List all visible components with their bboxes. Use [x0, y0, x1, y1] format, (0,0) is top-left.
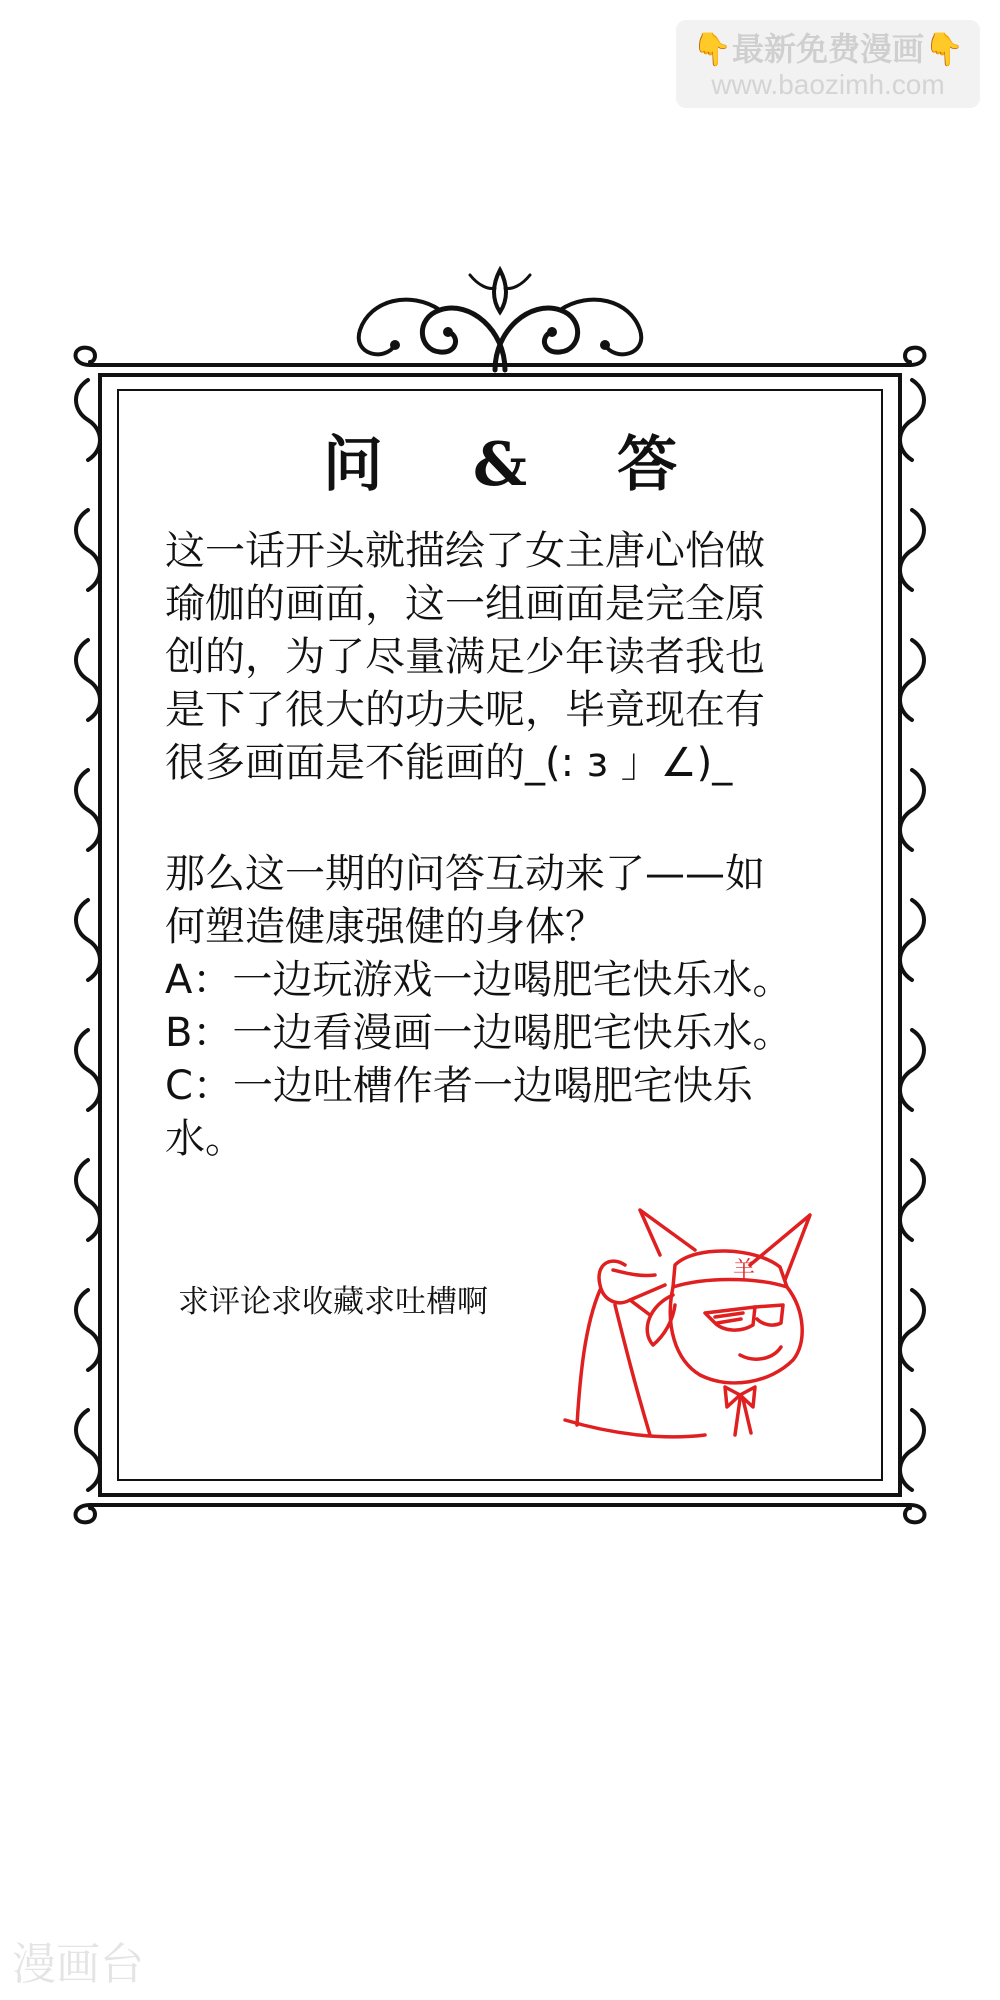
option-a: A：一边玩游戏一边喝肥宅快乐水。 [165, 957, 793, 1003]
intro-paragraph [165, 525, 855, 790]
text-line: 创的，为了尽量满足少年读者我也 [165, 634, 765, 680]
goat-mascot-sketch [555, 1195, 855, 1475]
pointing-down-hand-icon: 👇 [692, 30, 732, 68]
site-watermark: 漫画台 [12, 1939, 144, 1990]
mascot-cap-text: 羊 [733, 1258, 756, 1283]
option-b: B：一边看漫画一边喝肥宅快乐水。 [165, 1010, 793, 1056]
option-c-continued: 水。 [165, 1116, 245, 1162]
text-line: 很多画面是不能画的_(: ɜ 」∠)_ [165, 740, 733, 786]
question-line: 何塑造健康强健的身体？ [165, 904, 605, 950]
pointing-down-hand-icon: 👇 [924, 30, 964, 68]
text-line: 这一话开头就描绘了女主唐心怡做 [165, 528, 765, 574]
qa-title-part: & [472, 430, 528, 500]
qa-title-part: 问 [322, 430, 383, 500]
text-line: 瑜伽的画面，这一组画面是完全原 [165, 581, 765, 627]
question-line: 那么这一期的问答互动来了——如 [165, 851, 765, 897]
promo-title-text: 最新免费漫画 [731, 30, 924, 68]
qa-title-part: 答 [617, 430, 678, 500]
text-line: 是下了很大的功夫呢，毕竟现在有 [165, 687, 765, 733]
question-paragraph [165, 848, 855, 1166]
option-c: C：一边吐槽作者一边喝肥宅快乐 [165, 1063, 753, 1109]
promo-badge-url[interactable]: www.baozimh.com [711, 69, 945, 100]
qa-title [120, 420, 880, 510]
comment-plea: 求评论求收藏求吐槽啊 [178, 1284, 488, 1320]
